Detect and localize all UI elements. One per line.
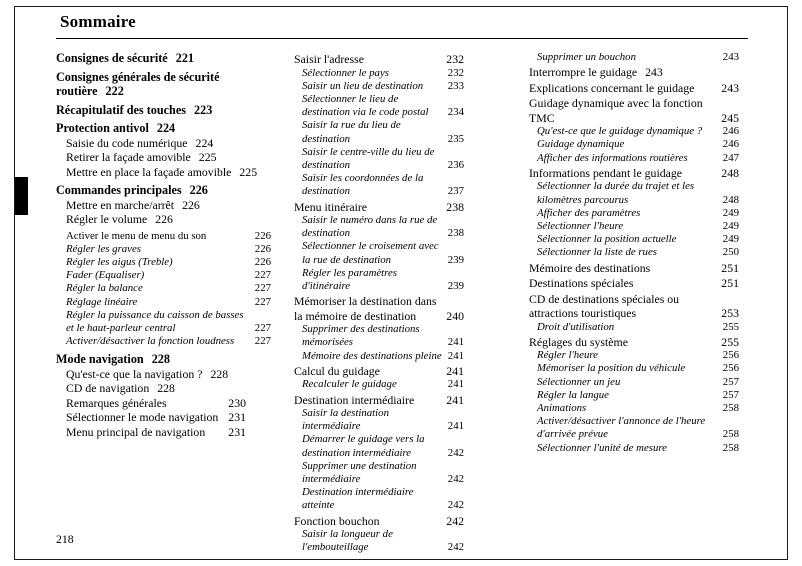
toc-entry	[56, 198, 271, 213]
toc-entry-label: Mémoire des destinations pleine	[302, 349, 442, 362]
toc-entry-label: Explications concernant le guidage	[529, 80, 695, 95]
toc-entry	[294, 240, 464, 266]
toc-entry	[56, 136, 271, 151]
toc-entry-page: 226	[254, 229, 271, 242]
toc-entry-page: 242	[447, 541, 464, 554]
toc-entry-page: 227	[254, 321, 271, 334]
toc-entry-label: Destination intermédiaire atteinte	[302, 486, 414, 512]
toc-entry	[294, 393, 464, 408]
toc-column-3	[529, 51, 739, 455]
toc-entry	[529, 376, 739, 389]
toc-entry	[294, 146, 464, 172]
toc-entry-label: Fader (Equaliser)	[66, 269, 145, 282]
toc-entry-label: Saisir un lieu de destination	[302, 79, 424, 92]
toc-entry-label: Saisir les coordonnées de la destination	[302, 172, 424, 198]
toc-entry-page: 226	[189, 183, 208, 197]
toc-entry-label: Destination intermédiaire	[294, 392, 415, 407]
toc-entry-label: Mettre en marche/arrêt	[66, 197, 175, 212]
toc-entry	[529, 207, 739, 220]
toc-entry-page: 249	[722, 206, 739, 219]
toc-entry-page: 241	[446, 392, 464, 407]
toc-entry-page: 255	[721, 334, 739, 349]
toc-entry	[56, 269, 271, 282]
toc-entry-page: 226	[254, 242, 271, 255]
toc-entry-label: Régler la puissance du caisson de basses et le haut-parleur central	[66, 308, 244, 334]
toc-entry-page: 235	[447, 132, 464, 145]
toc-entry-page: 239	[447, 253, 464, 266]
toc-entry	[56, 150, 271, 165]
toc-entry	[294, 267, 464, 293]
toc-entry-page: 248	[722, 193, 739, 206]
toc-entry-page: 231	[228, 410, 246, 425]
toc-entry-label: Saisir l'adresse	[294, 52, 364, 66]
toc-entry-label: Régler les graves	[66, 242, 141, 255]
toc-entry	[56, 282, 271, 295]
toc-entry-page: 223	[194, 102, 213, 117]
toc-entry	[529, 180, 739, 206]
toc-entry	[56, 296, 271, 309]
toc-entry-page: 246	[722, 125, 739, 138]
toc-entry-page: 238	[447, 227, 464, 240]
toc-entry-label: Récapitulatif des touches	[56, 102, 186, 117]
toc-entry	[529, 220, 739, 233]
toc-entry-label: Qu'est-ce que la navigation ?	[66, 366, 203, 381]
toc-entry-page: 258	[722, 441, 739, 454]
toc-entry	[294, 93, 464, 119]
toc-entry	[56, 309, 271, 335]
toc-entry-page: 242	[447, 473, 464, 486]
toc-entry-page: 249	[722, 233, 739, 246]
toc-entry	[294, 350, 464, 363]
toc-entry-page: 242	[447, 499, 464, 512]
toc-entry-page: 241	[447, 336, 464, 349]
toc-entry	[294, 323, 464, 349]
toc-entry-label: Recalculer le guidage	[302, 378, 397, 391]
toc-entry-label: Mode navigation	[56, 352, 144, 367]
toc-entry-page: 231	[228, 424, 246, 439]
toc-entry-page: 225	[198, 150, 217, 164]
toc-entry	[56, 70, 271, 99]
toc-entry-label: Sélectionner un jeu	[537, 375, 621, 388]
toc-entry	[529, 233, 739, 246]
toc-entry	[294, 214, 464, 240]
toc-entry	[529, 152, 739, 165]
toc-entry	[529, 81, 739, 96]
toc-entry-page: 241	[447, 378, 464, 391]
toc-entry	[529, 96, 739, 125]
toc-entry-page: 222	[105, 84, 124, 98]
toc-entry-label: CD de navigation	[66, 381, 150, 396]
toc-entry-label: Mémoire des destinations	[529, 260, 651, 275]
toc-entry	[56, 352, 271, 367]
toc-entry	[294, 80, 464, 93]
toc-entry-page: 232	[446, 52, 464, 66]
toc-entry-page: 237	[447, 185, 464, 198]
toc-entry	[294, 172, 464, 198]
toc-entry	[529, 276, 739, 291]
toc-entry-page: 227	[254, 295, 271, 308]
section-thumb-tab	[15, 177, 28, 215]
toc-entry-label: Saisir le centre-ville du lieu de destination	[302, 145, 435, 171]
toc-entry-label: Sélectionner la position actuelle	[537, 233, 677, 246]
toc-entry-page: 248	[721, 165, 739, 180]
toc-entry	[529, 292, 739, 321]
toc-entry-label: Sélectionner l'heure	[537, 219, 624, 232]
toc-entry-label: Retirer la façade amovible	[66, 150, 191, 164]
toc-entry-page: 224	[195, 135, 214, 150]
toc-entry-label: Afficher des informations routières	[537, 151, 688, 164]
toc-entry-label: Mémoriser la destination dans la mémoire de destination	[294, 294, 437, 323]
page-title: Sommaire	[60, 12, 136, 31]
toc-entry-label: Sélectionner la durée du trajet et les kilomètres parcourus	[537, 180, 695, 206]
toc-entry	[56, 103, 271, 118]
toc-entry-label: Sélectionner l'unité de mesure	[537, 441, 667, 454]
toc-entry	[529, 389, 739, 402]
toc-entry-label: Menu itinéraire	[294, 199, 368, 214]
toc-entry-label: Qu'est-ce que le guidage dynamique ?	[537, 125, 703, 138]
toc-entry-page: 255	[722, 320, 739, 333]
toc-entry-label: Saisir la rue du lieu de destination	[302, 119, 401, 145]
toc-entry-page: 246	[722, 138, 739, 151]
toc-entry-label: Démarrer le guidage vers la destination intermédiaire	[302, 433, 425, 459]
toc-entry	[294, 52, 464, 67]
toc-entry-label: Supprimer des destinations mémorisées	[302, 323, 420, 349]
toc-entry	[529, 349, 739, 362]
toc-entry	[294, 119, 464, 145]
toc-entry-label: CD de destinations spéciales ou attractions touristiques	[529, 291, 680, 321]
toc-entry	[529, 125, 739, 138]
toc-entry	[56, 381, 271, 396]
toc-entry-page: 238	[446, 199, 464, 214]
toc-entry-page: 227	[254, 269, 271, 282]
toc-entry	[529, 321, 739, 334]
toc-entry-page: 224	[156, 121, 176, 135]
toc-entry-page: 256	[722, 362, 739, 375]
toc-entry	[294, 200, 464, 215]
toc-column-1	[56, 51, 271, 439]
toc-entry	[294, 67, 464, 80]
toc-entry-page: 257	[722, 388, 739, 401]
toc-entry	[529, 261, 739, 276]
page-number: 218	[56, 532, 74, 546]
toc-entry-page: 226	[182, 197, 200, 212]
toc-entry	[529, 442, 739, 455]
toc-entry-label: Afficher des paramètres	[537, 206, 641, 219]
toc-entry	[294, 528, 464, 554]
toc-entry-label: Droit d'utilisation	[537, 320, 615, 333]
toc-entry	[56, 367, 271, 382]
toc-entry-page: 241	[447, 420, 464, 433]
toc-column-2	[294, 51, 464, 555]
toc-entry-page: 228	[210, 366, 229, 381]
toc-entry-label: Animations	[537, 402, 587, 415]
toc-entry-page: 242	[446, 513, 464, 528]
toc-entry	[529, 65, 739, 80]
toc-entry	[529, 362, 739, 375]
toc-entry	[56, 121, 271, 136]
toc-entry-page: 228	[151, 352, 170, 367]
title-rule	[56, 38, 748, 39]
toc-entry	[529, 166, 739, 181]
toc-entry	[529, 138, 739, 151]
toc-entry	[56, 230, 271, 243]
toc-entry-page: 230	[228, 395, 246, 410]
toc-entry	[56, 425, 271, 440]
toc-entry-label: Informations pendant le guidage	[529, 165, 682, 180]
toc-entry-page: 251	[721, 260, 739, 275]
toc-entry-label: Activer/désactiver la fonction loudness	[66, 335, 235, 348]
toc-entry	[56, 410, 271, 425]
toc-entry-label: Saisir la destination intermédiaire	[302, 407, 389, 433]
toc-entry-label: Réglage linéaire	[66, 295, 138, 308]
toc-entry-label: Régler la balance	[66, 282, 143, 295]
toc-entry-page: 233	[447, 79, 464, 92]
toc-entry	[56, 243, 271, 256]
toc-entry-page: 226	[254, 255, 271, 268]
toc-entry-page: 228	[157, 381, 175, 396]
toc-entry-label: Consignes générales de sécurité routière	[56, 69, 220, 98]
toc-entry-page: 227	[254, 335, 271, 348]
toc-entry-label: Consignes de sécurité	[56, 51, 168, 65]
toc-entry-page: 257	[722, 375, 739, 388]
toc-entry	[294, 433, 464, 459]
toc-entry-label: Sélectionner le pays	[302, 66, 389, 79]
toc-entry-page: 245	[721, 110, 739, 125]
toc-entry-label: Régler les paramètres d'itinéraire	[302, 266, 397, 293]
toc-entry-page: 232	[447, 66, 464, 79]
toc-entry-label: Mémoriser la position du véhicule	[537, 362, 686, 375]
toc-entry-page: 221	[175, 51, 194, 65]
toc-entry-label: Régler l'heure	[537, 349, 598, 362]
toc-entry-label: Sélectionner la liste de rues	[537, 246, 657, 259]
toc-entry-page: 226	[155, 212, 173, 226]
toc-entry-page: 249	[722, 219, 739, 232]
toc-entry	[529, 246, 739, 259]
toc-entry-label: Réglages du système	[529, 334, 628, 349]
toc-entry	[294, 486, 464, 512]
toc-entry-page: 239	[447, 280, 464, 293]
toc-entry	[56, 335, 271, 348]
toc-entry-label: Activer le menu de menu du son	[66, 229, 207, 242]
toc-entry	[56, 183, 271, 198]
toc-entry-label: Commandes principales	[56, 183, 182, 197]
toc-entry-label: Guidage dynamique	[537, 138, 625, 151]
toc-entry-page: 241	[447, 349, 464, 362]
toc-entry-page: 241	[446, 363, 464, 378]
toc-entry-page: 243	[721, 80, 739, 95]
toc-entry	[294, 378, 464, 391]
toc-entry-label: Remarques générales	[66, 395, 167, 410]
toc-entry-page: 247	[722, 151, 739, 164]
toc-entry-page: 256	[722, 349, 739, 362]
toc-entry-page: 234	[447, 106, 464, 119]
toc-entry-label: Destinations spéciales	[529, 276, 634, 291]
toc-entry-page: 253	[721, 306, 739, 321]
toc-entry-page: 258	[722, 428, 739, 441]
toc-entry-page: 227	[254, 282, 271, 295]
toc-entry	[529, 402, 739, 415]
toc-entry	[294, 460, 464, 486]
toc-entry-label: Sélectionner le lieu de destination via le code postal	[302, 92, 429, 119]
toc-entry-page: 236	[447, 158, 464, 171]
toc-entry-page: 240	[446, 308, 464, 323]
toc-entry-page: 258	[722, 402, 739, 415]
toc-entry-page: 250	[722, 246, 739, 259]
toc-entry-label: Mettre en place la façade amovible	[66, 164, 232, 179]
toc-entry-label: Interrompre le guidage	[529, 65, 638, 80]
toc-entry-label: Saisie du code numérique	[66, 135, 188, 150]
toc-entry	[529, 415, 739, 441]
toc-entry-label: Sélectionner le mode navigation	[66, 410, 219, 425]
toc-entry	[294, 364, 464, 379]
toc-entry	[529, 51, 739, 64]
toc-entry-page: 225	[239, 164, 258, 179]
toc-entry-page: 243	[722, 51, 739, 63]
toc-entry	[56, 256, 271, 269]
toc-entry-label: Guidage dynamique avec la fonction TMC	[529, 96, 703, 125]
toc-entry-label: Supprimer une destination intermédiaire	[302, 459, 417, 486]
toc-entry-page: 251	[721, 276, 739, 291]
toc-entry-label: Régler les aigus (Treble)	[66, 255, 173, 268]
toc-entry-page: 242	[447, 446, 464, 459]
toc-entry	[294, 294, 464, 323]
toc-entry-label: Régler le volume	[66, 212, 148, 226]
toc-entry	[529, 335, 739, 350]
toc-entry-label: Menu principal de navigation	[66, 424, 206, 439]
toc-entry-label: Fonction bouchon	[294, 513, 380, 528]
toc-entry-label: Activer/désactiver l'annonce de l'heure d'arrivée prévue	[537, 415, 706, 441]
manual-page	[14, 6, 788, 560]
toc-entry-label: Protection antivol	[56, 121, 149, 135]
toc-entry-page: 243	[645, 65, 663, 80]
toc-entry	[56, 212, 271, 227]
toc-entry-label: Supprimer un bouchon	[537, 51, 636, 63]
toc-entry-label: Saisir la longueur de l'embouteillage	[302, 528, 393, 554]
toc-entry-label: Calcul du guidage	[294, 363, 380, 378]
toc-entry	[294, 514, 464, 529]
toc-entry	[56, 396, 271, 411]
toc-entry-label: Sélectionner le croisement avec la rue de destination	[302, 240, 439, 266]
toc-entry	[56, 51, 271, 66]
toc-columns	[56, 51, 739, 555]
toc-entry	[294, 407, 464, 433]
toc-entry-label: Régler la langue	[537, 388, 609, 401]
toc-entry	[56, 165, 271, 180]
toc-entry-label: Saisir le numéro dans la rue de destination	[302, 214, 438, 240]
